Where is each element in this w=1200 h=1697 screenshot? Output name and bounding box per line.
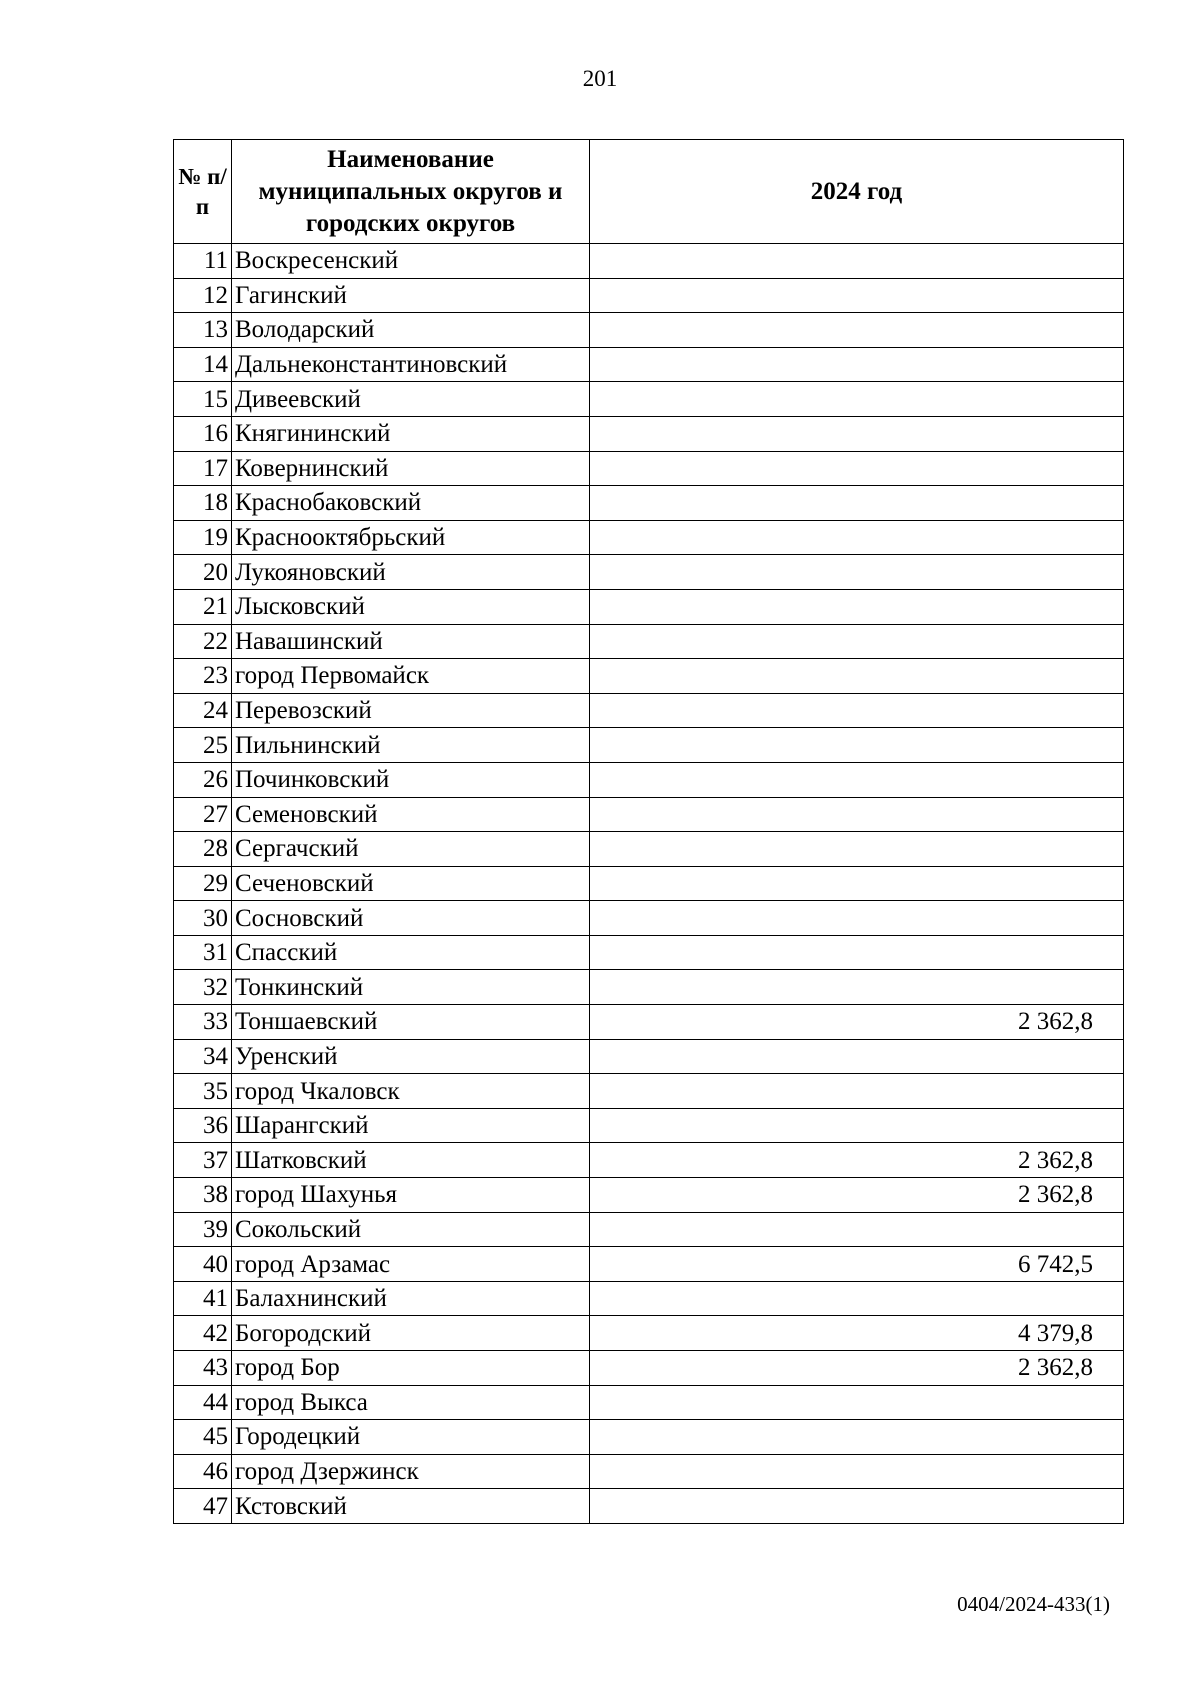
value-2024 [590,278,1124,313]
row-number: 25 [174,728,232,763]
municipality-name: город Дзержинск [232,1454,590,1489]
table-row [174,1039,1124,1074]
table-row [174,935,1124,970]
row-number: 41 [174,1281,232,1316]
value-2024 [590,451,1124,486]
value-2024: 4 379,8 [590,1316,1124,1351]
table-row [174,451,1124,486]
row-number: 31 [174,935,232,970]
row-number: 15 [174,382,232,417]
value-2024 [590,659,1124,694]
table-row [174,1489,1124,1524]
value-2024 [590,901,1124,936]
row-number: 29 [174,866,232,901]
table-row [174,832,1124,867]
value-2024 [590,347,1124,382]
table-row [174,1247,1124,1282]
municipality-name: Ковернинский [232,451,590,486]
page-number: 201 [582,66,618,91]
row-number: 45 [174,1420,232,1455]
value-2024 [590,693,1124,728]
row-number: 37 [174,1143,232,1178]
municipality-name: город Бор [232,1351,590,1386]
table-row [174,901,1124,936]
value-2024 [590,1281,1124,1316]
value-2024 [590,382,1124,417]
table-row [174,1351,1124,1386]
value-2024 [590,1108,1124,1143]
municipality-name: Пильнинский [232,728,590,763]
table-row [174,278,1124,313]
municipality-name: Княгининский [232,416,590,451]
row-number: 20 [174,555,232,590]
header-number: № п/п [174,140,232,244]
row-number: 38 [174,1178,232,1213]
document-code: 0404/2024-433(1) [957,1592,1110,1616]
table-row [174,1178,1124,1213]
table-row [174,244,1124,279]
table-row [174,347,1124,382]
municipality-name: Семеновский [232,797,590,832]
table-row [174,416,1124,451]
value-2024 [590,1212,1124,1247]
row-number: 40 [174,1247,232,1282]
table-header-row [174,140,1124,244]
row-number: 19 [174,520,232,555]
value-2024 [590,970,1124,1005]
municipality-name: Лукояновский [232,555,590,590]
value-2024 [590,866,1124,901]
municipality-name: Спасский [232,935,590,970]
value-2024 [590,1385,1124,1420]
row-number: 39 [174,1212,232,1247]
municipality-name: город Шахунья [232,1178,590,1213]
value-2024 [590,797,1124,832]
table-row [174,693,1124,728]
table-row [174,1385,1124,1420]
table-row [174,382,1124,417]
municipality-name: Дальнеконстантиновский [232,347,590,382]
table-row [174,313,1124,348]
value-2024 [590,520,1124,555]
municipality-name: Гагинский [232,278,590,313]
table-row [174,1316,1124,1351]
table-row [174,520,1124,555]
table-row [174,728,1124,763]
table-row [174,624,1124,659]
row-number: 44 [174,1385,232,1420]
value-2024 [590,486,1124,521]
table-row [174,797,1124,832]
row-number: 18 [174,486,232,521]
row-number: 16 [174,416,232,451]
row-number: 17 [174,451,232,486]
municipality-name: Володарский [232,313,590,348]
municipality-name: Перевозский [232,693,590,728]
table-row [174,1454,1124,1489]
value-2024 [590,589,1124,624]
table-row [174,589,1124,624]
table-row [174,486,1124,521]
table-row [174,659,1124,694]
municipality-name: Навашинский [232,624,590,659]
value-2024 [590,832,1124,867]
table-row [174,762,1124,797]
allocation-table [173,139,1124,1524]
value-2024 [590,1489,1124,1524]
value-2024: 2 362,8 [590,1178,1124,1213]
value-2024 [590,762,1124,797]
row-number: 33 [174,1005,232,1040]
row-number: 13 [174,313,232,348]
municipality-name: Сеченовский [232,866,590,901]
municipality-name: Богородский [232,1316,590,1351]
header-year-2024: 2024 год [590,140,1124,244]
table-row [174,970,1124,1005]
row-number: 23 [174,659,232,694]
municipality-name: Починковский [232,762,590,797]
row-number: 26 [174,762,232,797]
municipality-name: Краснооктябрьский [232,520,590,555]
table-body [174,244,1124,1524]
value-2024 [590,1074,1124,1109]
municipality-name: Шатковский [232,1143,590,1178]
value-2024 [590,1454,1124,1489]
municipality-name: Шарангский [232,1108,590,1143]
row-number: 34 [174,1039,232,1074]
municipality-name: город Арзамас [232,1247,590,1282]
municipality-name: Уренский [232,1039,590,1074]
municipality-name: Балахнинский [232,1281,590,1316]
table-row [174,1074,1124,1109]
value-2024: 2 362,8 [590,1143,1124,1178]
municipality-name: Тонкинский [232,970,590,1005]
row-number: 42 [174,1316,232,1351]
value-2024 [590,624,1124,659]
value-2024 [590,313,1124,348]
row-number: 22 [174,624,232,659]
row-number: 27 [174,797,232,832]
row-number: 21 [174,589,232,624]
table-row [174,1420,1124,1455]
municipality-name: Воскресенский [232,244,590,279]
value-2024: 2 362,8 [590,1351,1124,1386]
value-2024: 6 742,5 [590,1247,1124,1282]
row-number: 24 [174,693,232,728]
table-row [174,1281,1124,1316]
row-number: 46 [174,1454,232,1489]
municipality-name: Городецкий [232,1420,590,1455]
municipality-name: Лысковский [232,589,590,624]
row-number: 12 [174,278,232,313]
value-2024 [590,728,1124,763]
table-row [174,555,1124,590]
municipality-name: Кстовский [232,1489,590,1524]
row-number: 47 [174,1489,232,1524]
value-2024 [590,1039,1124,1074]
allocation-table-container [173,139,1123,1524]
value-2024 [590,244,1124,279]
row-number: 28 [174,832,232,867]
header-municipality-name: Наименование муниципальных округов и городских округов [232,140,590,244]
municipality-name: Тоншаевский [232,1005,590,1040]
municipality-name: город Чкаловск [232,1074,590,1109]
municipality-name: Сосновский [232,901,590,936]
table-row [174,1212,1124,1247]
row-number: 43 [174,1351,232,1386]
municipality-name: город Первомайск [232,659,590,694]
municipality-name: Краснобаковский [232,486,590,521]
table-row [174,1005,1124,1040]
row-number: 35 [174,1074,232,1109]
municipality-name: Сокольский [232,1212,590,1247]
table-row [174,866,1124,901]
table-row [174,1143,1124,1178]
value-2024 [590,555,1124,590]
value-2024 [590,1420,1124,1455]
row-number: 36 [174,1108,232,1143]
municipality-name: Сергачский [232,832,590,867]
row-number: 32 [174,970,232,1005]
row-number: 11 [174,244,232,279]
value-2024: 2 362,8 [590,1005,1124,1040]
municipality-name: город Выкса [232,1385,590,1420]
value-2024 [590,935,1124,970]
table-row [174,1108,1124,1143]
row-number: 30 [174,901,232,936]
municipality-name: Дивеевский [232,382,590,417]
row-number: 14 [174,347,232,382]
value-2024 [590,416,1124,451]
